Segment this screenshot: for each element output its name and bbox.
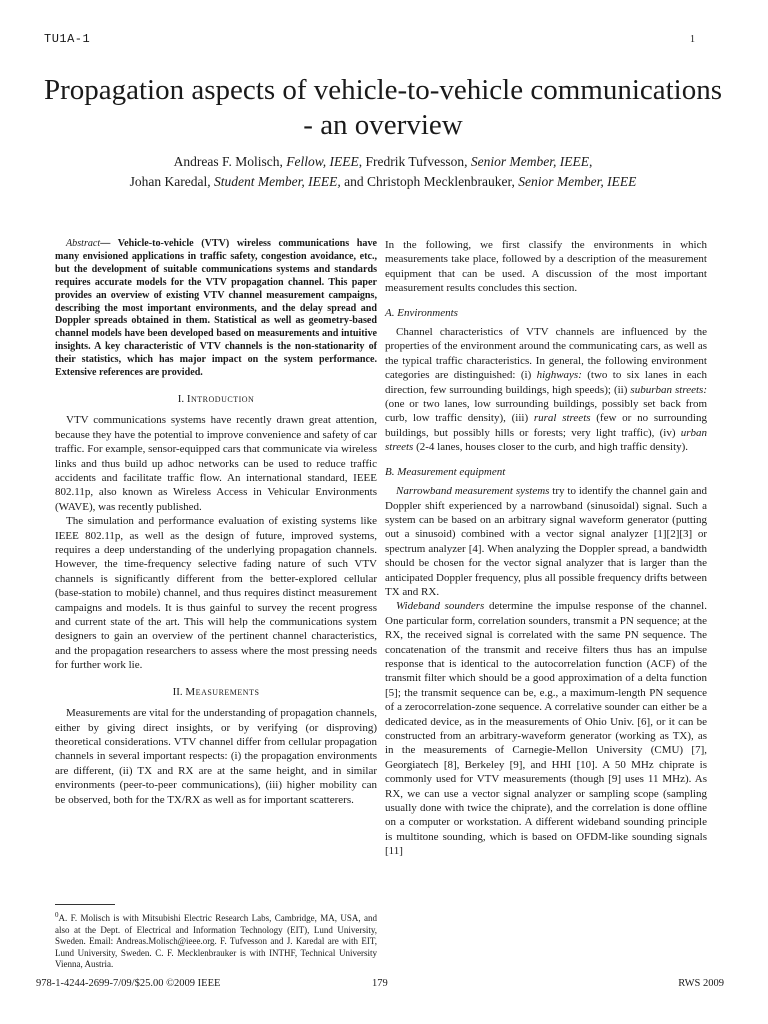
term: Narrowband measurement systems	[396, 485, 550, 498]
paper-title: Propagation aspects of vehicle-to-vehicle communications - an overview	[43, 74, 723, 141]
abstract-label: Abstract	[66, 238, 101, 249]
term: highways:	[536, 369, 582, 382]
author-role: Senior Member, IEEE	[470, 154, 589, 169]
paragraph	[385, 599, 707, 858]
text-run: Channel characteristics of VTV channels are influenced by the properties of the environment around the communicating cars, as well as the typical traffic characteristics. In general, the following environment categories are distinguished: (i)	[385, 326, 707, 382]
footnote-text: A. F. Molisch is with Mitsubishi Electric Research Labs, Cambridge, MA, USA, and also at the Dept. of Electrical and Information Technology (EIT), Lund University, Sweden. Email: Andreas.Molisch@ieee.org. F. Tufvesson and J. Karedal are with EIT, Lund University, Sweden. C. F. Mecklenbrauker is with INTHF, Technical University Vienna, Austria.	[55, 913, 377, 970]
text-run: (few or no surrounding buildings, but possibly hills or forests; very light traffic), (iv)	[385, 412, 707, 439]
text-run: try to identify the channel gain and Doppler shift experienced by a narrowband (sinusoidal) signal. Such a system can be based on an arbitrary signal waveform generator (putting out a sinusoid) combined with a vector signal analyzer [1][2][3] or spectrum analyzer [4]. When analyzing the Doppler spread, a bandwidth should be chosen for the vector signal analyzer that is larger than the anticipated Doppler frequency, plus all possible frequency drifts between TX and RX.	[385, 485, 708, 598]
section-title: Introduction	[186, 392, 255, 405]
term: Wideband sounders	[396, 600, 485, 613]
author-sep: ,	[588, 154, 593, 169]
text-run: (two to six lanes in each direction, few surrounding buildings, high speeds); (ii)	[385, 369, 707, 396]
paragraph: Measurements are vital for the understanding of propagation channels, either by giving direct insights, or by verifying (or disproving) theoretical considerations. VTV channel differ from cellular propagation channels in several important respects: (i) the propagation environments are different, (ii) TX and RX are at the same height, and in similar environments (peer-to-peer communications), (iii) higher mobility can be observed, both for the TX/RX as well as for important scatterers.	[55, 707, 377, 806]
author-line-2	[40, 172, 726, 192]
footer-isbn: 978-1-4244-2699-7/09/$25.00 ©2009 IEEE	[36, 978, 221, 989]
section-title: Measurements	[185, 685, 260, 698]
author-role: Fellow, IEEE	[286, 154, 359, 169]
subsection-heading-environments: A. Environments	[385, 306, 458, 319]
section-number: I.	[177, 392, 187, 405]
paragraph: In the following, we first classify the environments in which measurements take place, followed by a description of the measurement equipment that can be used. A discussion of the most important measurement results concludes this section.	[385, 239, 707, 295]
footnote-rule	[55, 904, 115, 905]
paragraph: VTV communications systems have recently drawn great attention, because they have the potential to improve convenience and safety of car traffic. For example, sensor-equipped cars that communicate via wireless links and thus build up adhoc networks can be used to reduce traffic accidents and facilitate traffic flow. An international standard, IEEE 802.11p, also known as Wireless Access in Vehicular Environments (WAVE), was recently published.	[55, 414, 377, 513]
author-name: and Christoph Mecklenbrauker,	[340, 174, 519, 189]
left-column	[55, 238, 377, 807]
term: suburban streets:	[630, 383, 707, 396]
page-number-top: 1	[690, 34, 695, 45]
footnote-mark: 0	[55, 911, 59, 919]
footer-page-number: 179	[372, 978, 388, 989]
footer-venue: RWS 2009	[678, 978, 724, 989]
paper-code: TU1A-1	[44, 32, 91, 46]
term: rural streets	[533, 412, 591, 425]
author-name: Andreas F. Molisch,	[173, 154, 287, 169]
text-run: determine the impulse response of the channel. One particular form, correlation sounders, transmit a PN sequence; at the RX, the received signal is correlated with the same PN sequence. The concatenation of the transmit and receive filters thus has an impulse response that is identical to the autocorrelation function (ACF) of the transmit filter which should be a good approximation of a delta function [5]; the transmit sequence can be, e.g., a maximum-length PN sequence of a zerocorrelation-zone sequence. A correlative sounder can either be a dedicated device, as in the measurements of Ohio Univ. [6], or it can be constructed from an arbitrary-waveform generator (working as TX), as in the measurements of Carnegie-Mellon University (CMU) [7], Georgiatech [8], Berkeley [9], and HHI [10]. A 50 MHz chiprate is commonly used for VTV measurements (though [9] uses 11 MHz). As RX, we can use a vector signal analyzer or sampling scope (sampling usually done with twice the chiprate), and the correlation is done offline on a computer or workstation. A different wideband sounding principle is multitone sounding, which is based on OFDM-like sounding signals [11]	[385, 600, 707, 858]
author-block	[40, 152, 726, 192]
section-number: II.	[172, 685, 186, 698]
text-run: (one or two lanes, low surrounding buildings, possibly set back from curb, low traffic density), (iii)	[385, 398, 707, 425]
author-name: , Fredrik Tufvesson,	[358, 154, 471, 169]
footnote	[55, 910, 377, 971]
abstract-text: — Vehicle-to-vehicle (VTV) wireless communications have many envisioned applications in traffic safety, congestion avoidance, etc., but the development of suitable communications systems and standards requires accurate models for the VTV propagation channel. This paper provides an overview of existing VTV channel measurement campaigns, describing the most important environments, and the delay spread and Doppler spreads obtained in them. Statistical as well as geometry-based channel models have been developed based on measurements and intuitive insights. A key characteristic of VTV channels is the non-stationarity of their statistics, which has major impact on the system performance. Extensive references are provided.	[55, 238, 377, 379]
section-heading-introduction	[55, 392, 377, 406]
author-role: Senior Member, IEEE	[518, 174, 637, 189]
paragraph: The simulation and performance evaluation of existing systems like IEEE 802.11p, as well as the design of future, improved systems, requires a deep understanding of the underlying propagation channels. However, the time-frequency selective fading nature of such VTV channels is significantly different from the better-explored cellular (base-station to mobile) channel, and thus requires distinct measurement campaigns and models. It is thus gainful to survey the recent progress and current state of the art. This will help the communications system designers to gain an overview of the pertinent channel characteristics, and the propagation researchers to assess where the most pressing needs for further work lie.	[55, 515, 377, 672]
term: urban streets	[385, 426, 707, 454]
author-role: Student Member, IEEE,	[213, 174, 341, 189]
paragraph	[385, 325, 707, 455]
right-column	[385, 238, 707, 859]
subsection-heading-equipment: B. Measurement equipment	[385, 465, 506, 478]
author-name: Johan Karedal,	[129, 174, 214, 189]
section-heading-measurements	[55, 685, 377, 699]
paragraph	[385, 484, 707, 599]
author-line-1	[40, 152, 726, 172]
text-run: (2-4 lanes, houses closer to the curb, and high traffic density).	[413, 441, 689, 454]
abstract	[55, 238, 377, 380]
